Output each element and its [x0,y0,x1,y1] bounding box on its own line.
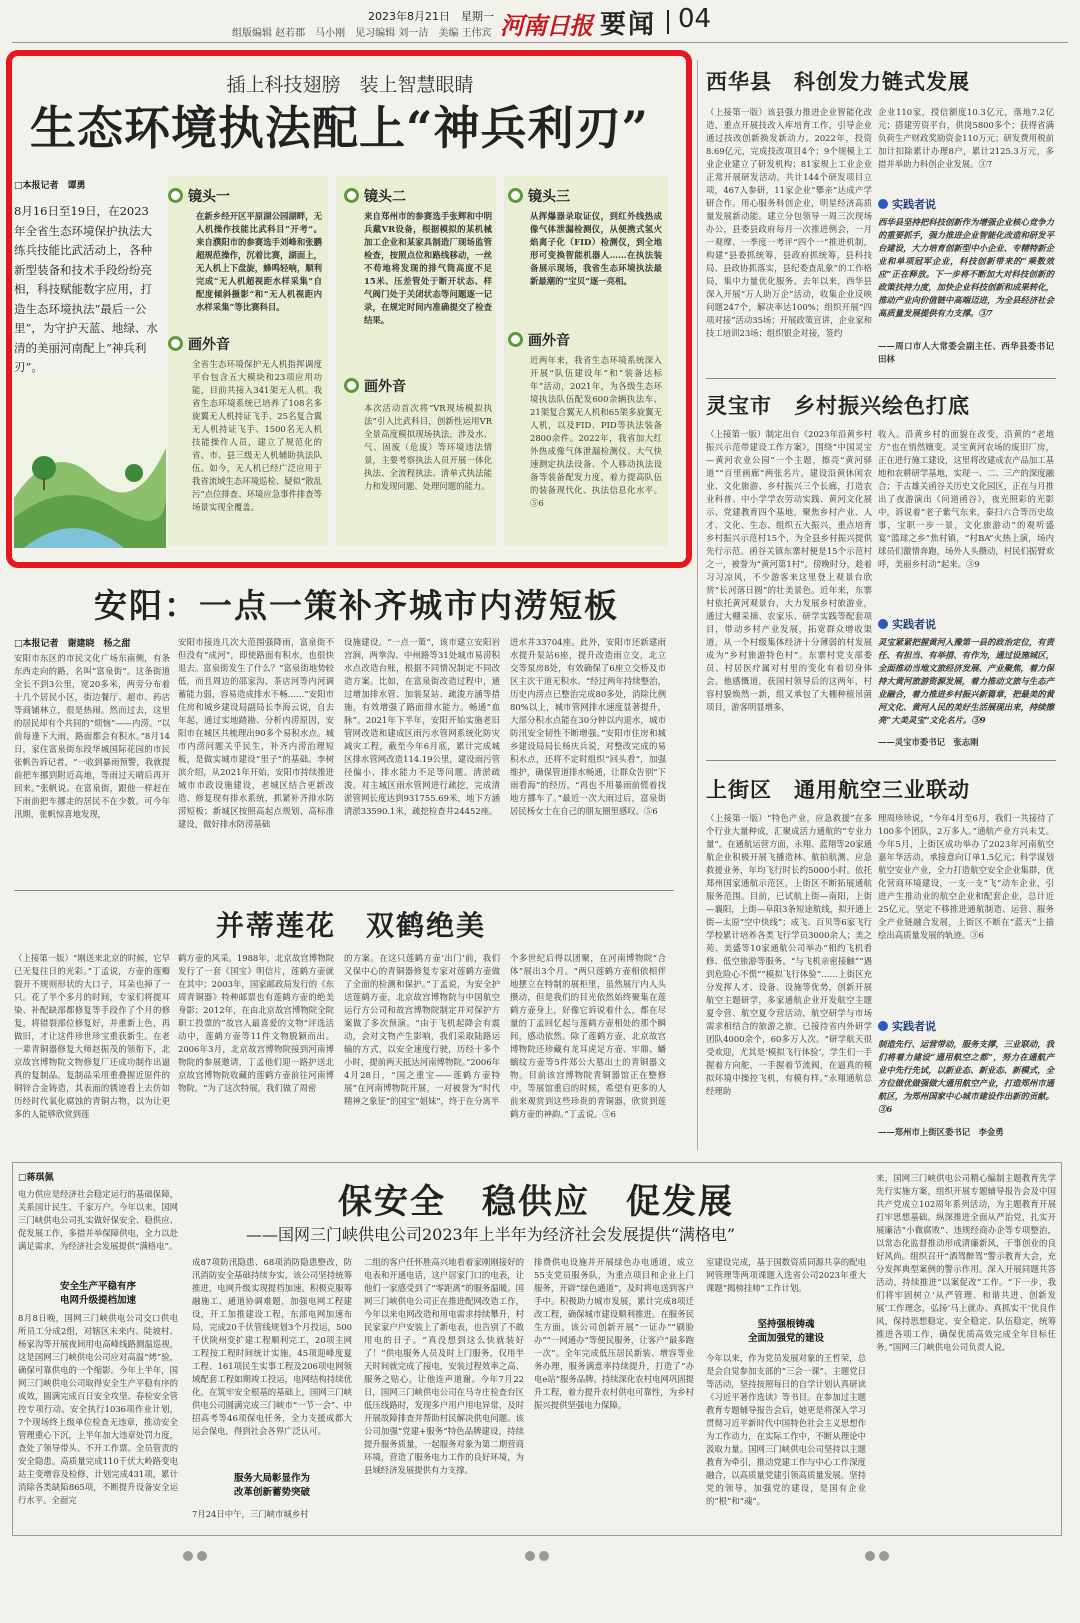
shot3-heading: 镜头三 [508,186,570,206]
xihua-title: 西华县 科创发力链式发展 [706,69,970,94]
shot3-subheading: 画外音 [508,330,570,350]
lead-title: 生态环境执法配上“神兵利刃” [30,101,649,155]
column-divider [697,60,698,1150]
anyang-col4: 进水井33704座。此外，安阳市还新建雨水提升泵站6座，提升改造雨立交，北立交等泵房8处，有效确保了6座立交桥及市区主次干道无积水。“经过两年持续整治，历史内涝点已整治完成80多处，消除比例80%以上，城市管网排水速度显著提升，大部分积水点能在30分钟以内退水，城市防汛安全韧性不断增强。”安阳市住房和城乡建设局局长杨庆兵说，对整改完成的易积水点，还将不定时组织“回头看”，加强维护，确保管道排水畅通，让群众告别“下雨看海”的经历。“再也不用暴雨前慌着找地方挪车了。”最近一次大雨过后，富泉街居民杨女士在自己的朋友圈里感叹。⑤6 [510,637,666,816]
shangjie-title: 上街区 通用航空三业联动 [706,777,970,802]
sanmenxia-col5: 室建设完成，基于国数资质同源共享的配电网管理等两项课题入选省公司2023年重大课题“揭榜挂帅”工作计划。 [706,1257,866,1293]
lingbao-text-left: （上接第一版）制定出台《2023年沿黄乡村振兴示范带建设工作方案》，围绕“中国灵宝—黄河农业公园”一个主题，擦亮“黄河驿道”“百里画廊”两张名片，建设沿黄休闲农业、文化旅游、乡村振兴三个长廊，打造农业科普、中小学学农劳动实践、黄河文化展示、党建教育四个基地，聚焦乡村产业、人才、文化、生态、组织五大振兴，重点培育乡村振兴示范村15个，为全县乡村振兴提供先行示范。函谷关镇东寨村便是15个示范村之一，被誉为“黄河第1村”。傍晚时分，趁着习习凉风，不少游客来这里登上观景台欣赏“长河落日圆”的壮美景色。近年来，东寨村依托黄河观景台，大力发展乡村旅游业，通过大棚采摘、农家乐、研学实践等配套项目，带动乡村产业发展，拓宽群众增收渠道，从一个村级集体经济十分薄弱的村发展成为“乡村旅游特色村”。东寨村党支部委员、村居医疗属对村里的变化有着切身体会。他感慨道，获国村领导后的这两年，村容村貌焕然一新，组又承包了大棚种植吊菌项目，游客明显增多， [706,429,872,712]
shangjie-text-left: （上接第一版）“特色产业，应急救援”在多个行业大量种成，汇聚成活力通航的“专业力量”。在通航运营方面，永翔、蓝翔等20家通航企业积极开展飞播造林、航拍航测、应急救援业务，年均飞行时长约5000小时。依托郑州国家通航示范区，上街区不断拓展通航服务范围。目前，已试航上街—南阳，上街—襄阳，上街—阜阳3条短途航线，拟开通上街—太原“空中快线”；成飞、百贝等6家飞行学校累计培养各类飞行学员3000余人；美之苑、美盛等10家通航公司举办“相约飞机看修、低空旅游等服务。“与飞机亲密接触”“遇到危险心不慌”“模拟飞行体验”……上街区充分发挥人才、设备、设施等优势，创新开展航空主题研学，多家通航企业开发航空主题夏令营、航空夏令营活动，航空研学与市场需求相结合的旅游之旅，已接待省内外研学团队4000余个，60多万人次。“研学航天很受欢迎，尤其是‘模拟飞行体验’，学生们一手握着方向舵，一手握着节流阀，在逼真的模拟环境中操控飞机，有模有样。”永翔通航总经理助 [706,813,872,1096]
bullet-dot-icon [878,199,888,209]
bingdi-col1: （上接第一版）“刚送来北京的时候，它早已无复往日的光彩。”丁孟说，方壶的莲瓣裂开不规则形状的大口子，耳朵也掉了一只。花了半个多月的时间，专家们将提耳染、补配缺部都修复等手段作了个月的修复，将错裂部位修复好，并重新上色，再做旧，才让这件珍世珍宝重获新生。在老一辈青铜器修复大师赵振茂的领衔下，北京故宫博物院文物修复厂还成功制作出逼真的复制品。复制品采用重叠握近原件的铜锌合金铸造，其表面的锈迹看上去仿如历经时代氧化腐蚀的青铜古物，以为让更多的人能够欣赏到莲 [14,953,170,1119]
bullet-dot-icon [878,1021,888,1031]
editor-credits: 组版编辑 赵若郡 马小刚 见习编辑 刘一洁 美编 王伟宾 [232,28,492,39]
sanmenxia-col1: 8月8日晚，国网三门峡供电公司交口供电所员工分成2组，对辖区未来内、陡坡村、杨家沟等开展夜间用电高峰线路测温巡视，这是国网三门峡供电公司应对高温“烤”验，确保可靠供电的一个缩影。今年上半年，国网三门峡供电公司取得安全生产平稳有序的成效，圆满完成百日安全攻坚、春检安全管控专项行动。安全执行1036项作业计划，7个现场终上级单位检查无违章，推动安全管理重心下沉，上半年加大违章处罚力度，查处了领导带头、不开工作票、全员管责的安全隐患。高质量完成110千伏大岭路变电站主变增容及检修，计划完成431项，累计消除各类缺陷865项，不断提升设备安全运行水平。全面完 [18,1313,178,1505]
sanmenxia-col3: 二组的客户任怀胜高兴地看着家刚刚接好的电表和开通电话，这户居家门口的电表，让他们一家感受到了“零距离”的服务温暖。国网三门峡供电公司正在推进配网改造工作，今年以来电网改造和用电需求持续攀升，村民家家户户安装上了新电表，也告别了不敢用电的日子。“真没想到这么快就装好了！”供电服务人员及时上门服务，仅用半天时间就完成了接电，安装过程效率之高、服务之贴心，让他连声道谢。今年7月22日，国网三门峡供电公司在马寺庄检查台区低压线路时，发现多户用户用电异常，及时开展故障排查并帮助村民解决供电问题。该公司加强“党建+服务”特色品牌建设，持续提升服务质量，一起服务对象为第二期营商环境，营造了服务电力工作的良好环境，为县域经济发展提供有力支撑。 [364,1257,524,1475]
featured-highlight-frame [6,50,692,568]
lingbao-signature: ——灵宝市委书记 张志刚 [878,737,979,747]
xihua-text-left: （上接第一版）该县强力推进企业智能化改造，重点开展技改入库培育工作，引导企业通过技改创新换发新动力。2022年，投资8.69亿元，完成技改项目4个；9个规模上工业企业建立了研发机构；81家规上工业企业正常开展研发活动，共计144个研发项目立项，467人参研，11家企业“攀亲”达成产学研合作。用心服务科创企业，明星经济高质量发展新动能。建立分包领导一周三次现场办公，县委县政府每月一次推进例会，一月一观摩、一季度一考评“四个一”推进机制，构建“县委抓统筹，县政府抓统筹，县科技局、县政协抓落实，县纪委查乱象”的工作格局，集中力量优化服务。去年以来，西华县深入开展“万人助万企”活动，收集企业反映问题247个，解决率达100%；组织开展“四项对接”活动35场；开展政策宣讲，企业家和技工培训23场；组织银企对接，签约 [706,107,872,338]
lead-subtitle: 插上科技翅膀 装上智慧眼睛 [226,74,474,96]
shot2-subtext: 本次活动首次将“VR现场模拟执法”引入比武科目，创新性运用VR全景高度模拟现场执法，涉及水、气、固废（危废）等环境违法情景，主要考察执法人员开展一体化执法、全流程执法、清单式执法能力和发现问题、处理问题的能力。 [364,403,492,491]
shot3-subtext: 近两年来，我省生态环境系统深入开展“队伍建设年”和“装备达标年”活动，2021年，为各级生态环境执法队伍配发600余辆执法车、21架复合翼无人机和65架多旋翼无人机，以及FID、PID等执法装备2800余件。2022年，我省加大红外热成像气体泄漏检测仪、大气快速测定执法设备、个人移动执法设备等装备配发力度，着力提高队伍的装备现代化、执法信息化水平。⑤6 [530,355,662,508]
shangjie-voice-heading: 实践者说 [878,1018,936,1034]
sanmenxia-col5b: 今年以来，作为党员发展对象的王哲荣，总是会自觉参加支部的“三会一课”、主题党日等活动，坚持按照每日的自学计划认真研读《习近平著作选读》等书目。在参加过主题教育专题辅导报告会后，她更是将深入学习贯彻习近平新时代中国特色社会主义思想作为工作动力，在实际工作中，不断从理论中汲取力量。国网三门峡供电公司坚持以主题教育为牵引，推动党建工作与中心工作深度融合，以高质量党建引领高质量发展。坚持党的领导，加强党的建设，是国有企业的“根”和“魂”。 [706,1353,866,1506]
shot1-subheading: 画外音 [168,334,230,354]
page-footer-dots [180,1548,900,1564]
bingdi-title: 并蒂莲花 双鹤绝美 [216,909,487,942]
sanmenxia-col2: 成87项防汛隐患、68项消防隐患整改，防汛消防安全基础持续夯实。该公司坚持统筹推进，电网升级实现提档加速。积极克服筹融施工、通道协调难题，加强电网工程建设，开工加推建设工程，东部电网加速布局，完成20千伏管线规划3个月投运，500千伏陕州变扩建工程顺利完工，20项主网工程按工程时间统计实施，45项迎峰度夏工程、161项民生实事工程及206项电网领域配套工程如期竣工投运，电网结构持续优化。在筑牢安全根基的基础上，国网三门峡供电公司圆满完成三门峡市“一节一会”、中招高考等46项保电任务，全力支援成都大运会保电，得到社会各界广泛认可。 [192,1257,352,1436]
sanmenxia-col2b: 7月24日中午，三门峡市城乡村 [192,1509,309,1519]
xihua-text-right: 企业110家，授信额度10.3亿元，落地7.2亿元；搭建劳资平台，供岗5800多个；获得省满负荷生产财政奖励资金110万元；研发费用税前加计扣除累计办理8户，累计2125.3万元，多措并举助力科创企业发展。③7 [878,107,1054,169]
sanmenxia-col4: 排费供电设施并开展绿色办电通道，成立55支党员服务队，为重点项目和企业上门服务，开辟“绿色通道”，及时将电送到客户手中。积极助力城市发展，累计完成8项迁改工程，确保城市建设顺利推进。在服务民生方面，该公司创新开展“一证办”“刷脸办”“一网通办”等便民服务，让客户“最多跑一次”。全年完成低压居民新装、增容等业务办理，服务满意率持续提升，打造了“办电e站”服务品牌。持续深化农村电网巩固提升工程，着力提升农村供电可靠性，为乡村振兴提供坚强电力保障。 [534,1257,694,1410]
lingbao-voice-heading: 实践者说 [878,616,936,632]
anyang-title: 安阳：一点一策补齐城市内涝短板 [94,586,619,625]
masthead-logo: 河南日报 [500,11,592,40]
sanmenxia-intro: 电力供应是经济社会稳定运行的基础保障，关系国计民生、千家万户。今年以来，国网三门峡供电公司扎实做好保安全、稳供应、促发展工作，多措并举保障供电，全力以赴满足需求，为经济社会发展提供“满格电”。 [18,1189,178,1251]
issue-date: 2023年8月21日 星期一 [368,10,494,23]
anyang-col1: 安阳市东区的市民文化广场东南侧，有条东西走向的路，名叫“富泉街”。这条街道全长不到3公里，宽20多米，两旁分布着十几个居民小区，街边餐厅、超市、药店等商铺林立，很是热闹。然而过去，这里的居民却有个共同的“烦恼”——内涝。“以前每逢下大雨，路面都会有积水。”8月14日，家住富泉街东段华城国际花园的市民张帆告诉记者，“一收到暴雨预警，我就提前把车挪到附近高地，等雨过天晴后再开回来。”张帆说。在富泉街，跟他一样赶在下雨前把车挪走的居民不在少数。可今年汛期，张帆惊喜地发现， [14,653,170,819]
lingbao-voice-text: 灵宝紧紧把握黄河入豫第一县的政治定位，有责任、有担当、有举措、有作为，通过设施城区，全面推动当地文旅经济发展、产业聚焦，着力保持大黄河旅游资源发展，着力推动文旅与生态产业融合，着力推进乡村振兴新篇章，把最美的黄河文化、黄河人民的美好生活展现出来，持续擦亮“大美灵宝”文化名片。③9 [878,637,1054,725]
bingdi-col2: 鹤方壶的风采。1988年，北京故宫博物院发行了一套《国宝》明信片，莲鹤方壶就在其中；2003年，国家邮政局发行的《东周青铜器》特种邮票也有莲鹤方壶的绝美身影；2012年，在由北京故宫博物院全院职工投票的“故宫人最喜爱的文物”评选活动中，莲鹤方壶等11件文物脱颖而出。2006年3月，北京故宫博物院接到河南博物院的参展邀请，丁孟他们迎一路护送北京故宫博物院收藏的莲鹤方壶前往河南博物院。“为了这次特展，我们做了周密 [178,953,334,1093]
bingdi-col4: 个多世纪后得以团聚，在河南博物院“合体”展出3个月。“两只莲鹤方壶相依相伴地摆立在特制的展柜里，虽然展厅内人头攒动，但是我们的目光依然始终聚集在莲鹤方壶身上，好像它诉说着什么，都在尽量的丁孟回忆起与莲鹤方壶相处的那个瞬间，感动依然。除了莲鹤方壶，北京故宫博物院还珍藏有龙耳虎足方壶、牢鼎、蟠螭纹方壶等5件郑公大墓出土的青铜器文物。目前该宫博物院青铜器馆正在整修中，等展馆重启的时候，希望有更多的人前来观赏到这些珍贵的青铜器，欣赏到莲鹤方壶的神韵。”丁孟说。⑤6 [510,953,666,1119]
bullet-dot-icon [878,619,888,629]
sanmenxia-title: 保安全 稳供应 促发展 [338,1182,734,1222]
shot1-subtext: 全省生态环境保护无人机指挥调度平台包含五大模块和23项应用功能，目前共接入341架无人机。我省生态环境系统已培养了108名多旋翼无人机持证飞手、25名复合翼无人机持证飞手、1500名无人机技能操作人员，建立了规范化的省、市、县三级无人机辅助执法队伍。如今，无人机已经广泛应用于我省流域生态环境巡检、疑似“散乱污”点位排查、环境应急事件排查等场景实现全覆盖。 [192,359,322,512]
lead-byline: □本报记者 谭勇 [14,181,86,191]
sanmenxia-heading-3: 坚持强根铸魂 全面加强党的建设 [747,1319,824,1344]
shangjie-signature: ——郑州市上街区委书记 李金勇 [878,1127,1004,1137]
anyang-col2: 安阳市接连几次大范围强降雨，富泉街不但没有“成河”，即使路面有积水，也很快退去。富泉街发生了什么？“富泉街地势较低，而且周边的邵家沟、茶店河等内河调蓄能力弱，容易造成排水不畅……”安阳市住房和城乡建设局副局长李海云说，自去年起，通过实地踏勘、分析内涝原因，安阳市在城区共梳理出90多个易积水点。城市内涝问题关乎民生，补齐内涝治理短板，是做实城市建设“里子”的基础。李树滨介绍，从2021年开始，安阳市持续推进城市市政设施建设，老城区结合更新改造、修复现有排水系统，抓紧补齐排水防涝短板；新城区按照高起点规划、高标准建设，做好排水防涝基础 [178,637,334,829]
sanmenxia-byline: □蒋琪佩 [18,1173,54,1183]
header-rule [12,42,1068,43]
section-rule [14,890,674,891]
lingbao-text-right: 收入。沿黄乡村的面貌在改变，沿黄的“老地方”也在悄然嬗变。灵宝黄河农场的废旧厂房，正在进行施工建设，这里将改建成农产品加工基地和农耕研学基地，实现一、二、三产的深度融合；千古雄关函谷关历史文化园区，正在与月推出了夜游演出《问道函谷》，夜光照彩的光影中，诉说着“老子紫气东来，秦扫六合等历史故事，宝职一步一景，文化旅游动“的观听盛宴“篮球之乡”焦村镇，“村BA”火热上演，场内球员们激情奔跑，场外人头攒动，村民们振臂欢呼，美丽乡村动“起来。③9 [878,429,1054,569]
sanmenxia-heading-2: 服务大局彰显作为 改革创新蓄势突破 [233,1473,310,1498]
shangjie-voice-text: 制造先行、运营带动，服务支撑，三业联动，我们将着力建设“通用航空之都”，努力在通航产业中先行先试，以新业态、新业态、新模式，全方位做优做强做大通用航空产业，打造郑州市通航区，为郑州国家中心城市建设作出新的贡献。③6 [878,1039,1054,1114]
shangjie-text-right: 理周珍珍说，“今年4月至6月，我们一共接待了100多个团队，2万多人。”通航产业方兴未艾。今年5月，上街区成功举办了2023年河南航空嘉年华活动，承接意向订单1.5亿元；科学谋划航空安业产业，全力打造航空安全企业集群，优化营商环境建设，一支一支“飞”动车企业，引进产生推动业的航空企业和配套企业，总计近25亿元。坚定不移推进通航制造、运营、服务全产业链融合发展，上街区不断在“蓝天”上描绘出高质量发展的轨迹。③6 [878,813,1054,940]
lead-intro: 8月16日至19日，在2023年全省生态环境保护执法大练兵技能比武活动上，各种新型装备和技术手段纷纷亮相，科技赋能数字应用，打造生态环境执法“最后一公里”，为守护天蓝、地绿、水清的美丽河南配上“神兵利刃”。 [14,204,158,374]
anyang-col3: 设施建设。“一点一策”，该市建立安阳岩宫涧，两拳沟、中州路等31处城市易涝积水点改造台账，根据不同情况制定不同改造方案。比如，在富泉街改造过程中，通过增加排水管、加装泵站、疏浚方涵等措施，有效增强了路面排水能力。畅通“血脉”。2021年下半年，安阳开始实施老旧管网改造和建成区雨污水管网系统化防灾减灾工程，截至今年6月底，累计完成城区排水管网改造114.19公里，建设雨污管径偏小、排水能力不足等问题。清淤疏浚。对主城区雨水管网进行疏挖，完成清淤管网长度达到931755.69米，地下方涵清淤33590.1米，疏挖检查井24452座。 [344,637,500,816]
page-number: 04 [678,4,712,34]
sanmenxia-col6: 来，国网三门峡供电公司精心编制主题教育先学先行实施方案，组织开展专题辅导报告会及中国共产党成立102周年系列活动，为主题教育开展打牢思想基础。纵深推进全面从严治党，扎实开展廉洁“小微腐败”、违规经商办企等专项整治，以常态化监督推动形成清廉新风，干事创业的良好风尚。组织召开“酒驾醉驾”警示教育大会，充分发挥典型案例的警示作用。深入开展同题共答活动，持续推进“以案促改”工作。“下一步，我们将牢固树立‘从严管理、和谐共进、创新发展’工作理念，弘扬‘马上就办、真抓实干’优良作风，保持思想稳定、安全稳定、队伍稳定，统筹推进各项工作，确保优质高效完成全年目标任务。”国网三门峡供电公司负责人说。 [876,1173,1056,1352]
shot3-text: 从挥爆器录取证仪，到红外线热成像气体泄漏检测仪，从便携式氢火焰离子化（FID）检测仪，到全地形可变换智能机器人……在执法装备展示现场，我省生态环境执法最新最潮的“宝贝”逐一亮相。 [530,211,662,286]
shot2-heading: 镜头二 [344,186,406,206]
section-rule [706,378,1056,379]
sanmenxia-heading-1: 安全生产平稳有序 电网升级提档加速 [59,1281,136,1306]
xihua-signature: ——周口市人大常委会副主任、西华县委书记 田林 [878,341,1063,364]
lingbao-title: 灵宝市 乡村振兴绘色打底 [706,393,970,418]
section-name: 要闻 [600,10,657,40]
anyang-byline: □本报记者 谢建晓 杨之甜 [14,639,131,649]
xihua-voice-text: 西华县坚持把科技创新作为增强企业核心竞争力的重要抓手，强力推进企业智能化改造和研发平台建设，大力培育创新型中小企业、专精特新企业和单项冠军企业，科技创新带来的“乘数效应”正在释放。下一步将不断加大对科技创新的政策扶持力度，加快企业科技创新和成果转化，推动产业向价值链中高端迈进，为全县经济社会高质量发展提供有力支撑。③7 [878,217,1054,318]
shot1-text: 在新乡经开区平原湖公园湖畔，无人机操作技能比武科目“开考”。来自濮阳市的参赛选手刘峰和张鹏超规范操作，沉着比赛，湖面上，无人机上下盘旋，蜂鸣轻响，顺利完成“无人机超视距水样采集”自配度倾斜摄影“和”无人机视距内水样采集“等比赛科目。 [196,211,322,312]
section-rule [706,760,1056,761]
sanmenxia-subtitle: ——国网三门峡供电公司2023年上半年为经济社会发展提供“满格电” [246,1225,736,1244]
xihua-voice-heading: 实践者说 [878,196,936,212]
shot2-text: 来自郑州市的参赛选手张辉和中明兵戴VR设备，根据模拟的某机械加工企业和某家具制造厂现场监管检查，按照点位和路线移动，一丝不苟地将发现的排气筒高度不足15米、压差管处于断开状态、样气阀门处于关闭状态等问题逐一记录，在规定时间内准确提交了检查结果。 [364,211,492,325]
header-divider [667,10,669,34]
shot2-subheading: 画外音 [344,376,406,396]
shot1-heading: 镜头一 [168,186,230,206]
bingdi-col3: 的方案。在这只莲鹤方壶‘出门’前，我们又保中心的青铜器修复专家对莲鹤方壶做了全面的检测和保护。”丁孟说，为安全护送莲鹤方壶，北京故宫博物院与中国航空运行方公司和故宫博物院制定并对保护方案做了多次预演。“由于飞机起降会有震动，会对文物产生影响，我们采取陆路运输的方式，以安全速度行驶，历经十多个小时，提前两天抵达河南博物院。”2006年4月28日，“国之重宝——莲鹤方壶特展”在河南博物院开展，一对被誉为“时代精神之象征”的国宝“姐妹”，终于在分离半 [344,953,500,1106]
